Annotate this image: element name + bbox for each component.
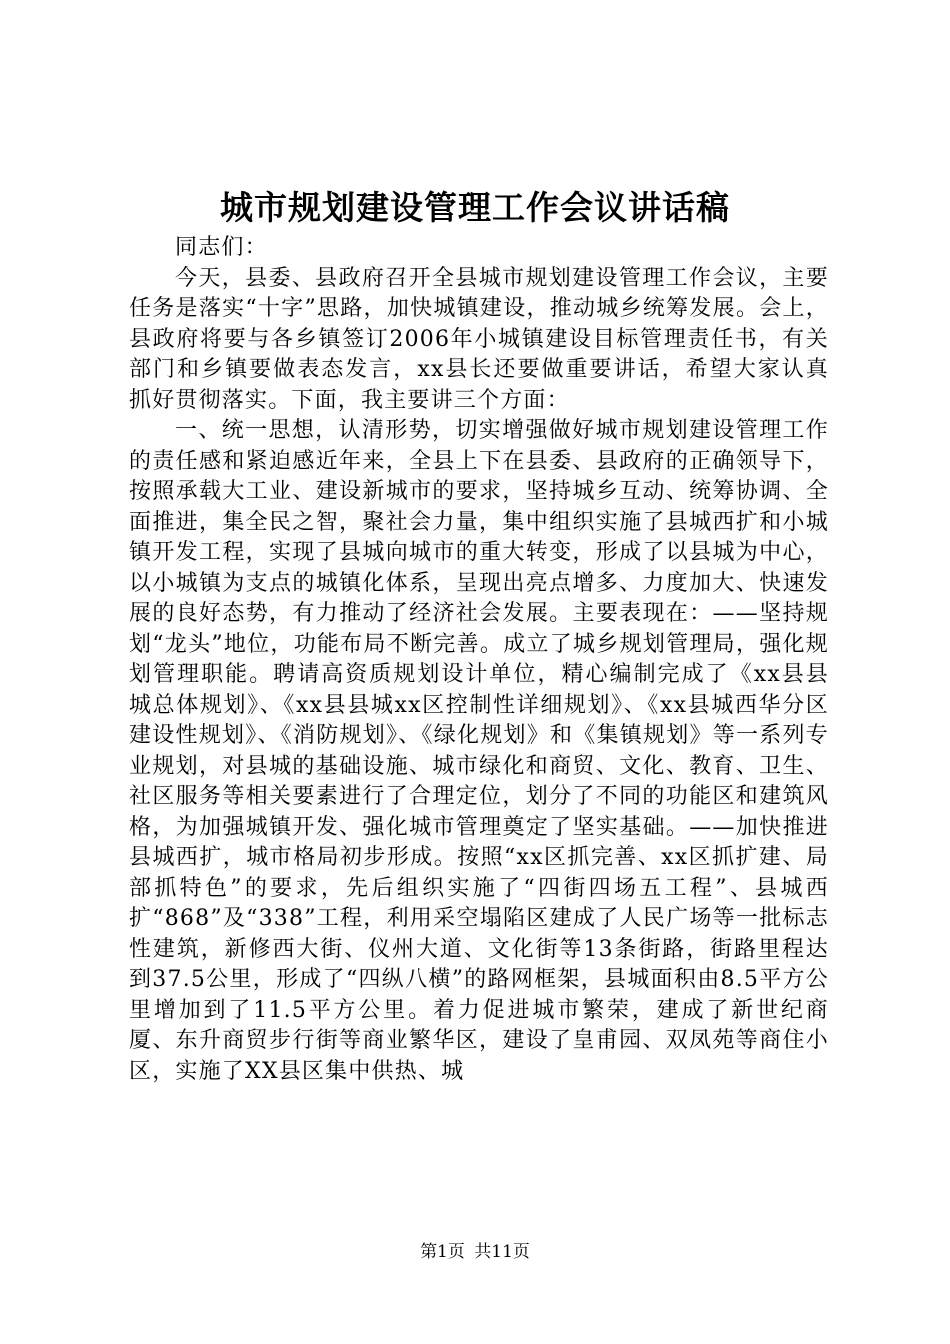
paragraph-intro: 今天，县委、县政府召开全县城市规划建设管理工作会议，主要任务是落实“十字”思路，加快城镇建设，推动城乡统筹发展。会上，县政府将要与各乡镇签订2006年小城镇建设目标管理责任书，有关部门和乡镇要做表态发言，xx县长还要做重要讲话，希望大家认真抓好贯彻落实。下面，我主要讲三个方面： bbox=[129, 265, 829, 413]
salutation: 同志们： bbox=[175, 235, 268, 260]
document-title: 城市规划建设管理工作会议讲话稿 bbox=[220, 188, 730, 227]
paragraph-section-one: 一、统一思想，认清形势，切实增强做好城市规划建设管理工作的责任感和紧迫感近年来，全县上下在县委、县政府的正确领导下，按照承载大工业、建设新城市的要求，坚持城乡互动、统筹协调、全面推进，集全民之智，聚社会力量，集中组织实施了县城西扩和小城镇开发工程，实现了县城向城市的重大转变，形成了以县城为中心，以小城镇为支点的城镇化体系，呈现出亮点增多、力度加大、快速发展的良好态势，有力推动了经济社会发展。主要表现在：——坚持规划“龙头”地位，功能布局不断完善。成立了城乡规划管理局，强化规划管理职能。聘请高资质规划设计单位，精心编制完成了《xx县县城总体规划》、《xx县县城xx区控制性详细规划》、《xx县城西华分区建设性规划》、《消防规划》、《绿化规划》和《集镇规划》等一系列专业规划，对县城的基础设施、城市绿化和商贸、文化、教育、卫生、社区服务等相关要素进行了合理定位，划分了不同的功能区和建筑风格，为加强城镇开发、强化城市管理奠定了坚实基础。——加快推进县城西扩，城市格局初步形成。按照“xx区抓完善、xx区抓扩建、局部抓特色”的要求，先后组织实施了“四街四场五工程”、县城西扩“868”及“338”工程，利用采空塌陷区建成了人民广场等一批标志性建筑，新修西大街、仪州大道、文化街等13条街路，街路里程达到37.5公里，形成了“四纵八横”的路网框架，县城面积由8.5平方公里增加到了11.5平方公里。着力促进城市繁荣，建成了新世纪商厦、东升商贸步行街等商业繁华区，建设了皇甫园、双凤苑等商住小区，实施了XX县区集中供热、城 bbox=[129, 418, 829, 1084]
page-number: 第1页 bbox=[420, 1242, 465, 1262]
page-total: 共11页 bbox=[474, 1242, 530, 1262]
page-footer bbox=[0, 1241, 950, 1263]
document-body bbox=[129, 233, 829, 1087]
